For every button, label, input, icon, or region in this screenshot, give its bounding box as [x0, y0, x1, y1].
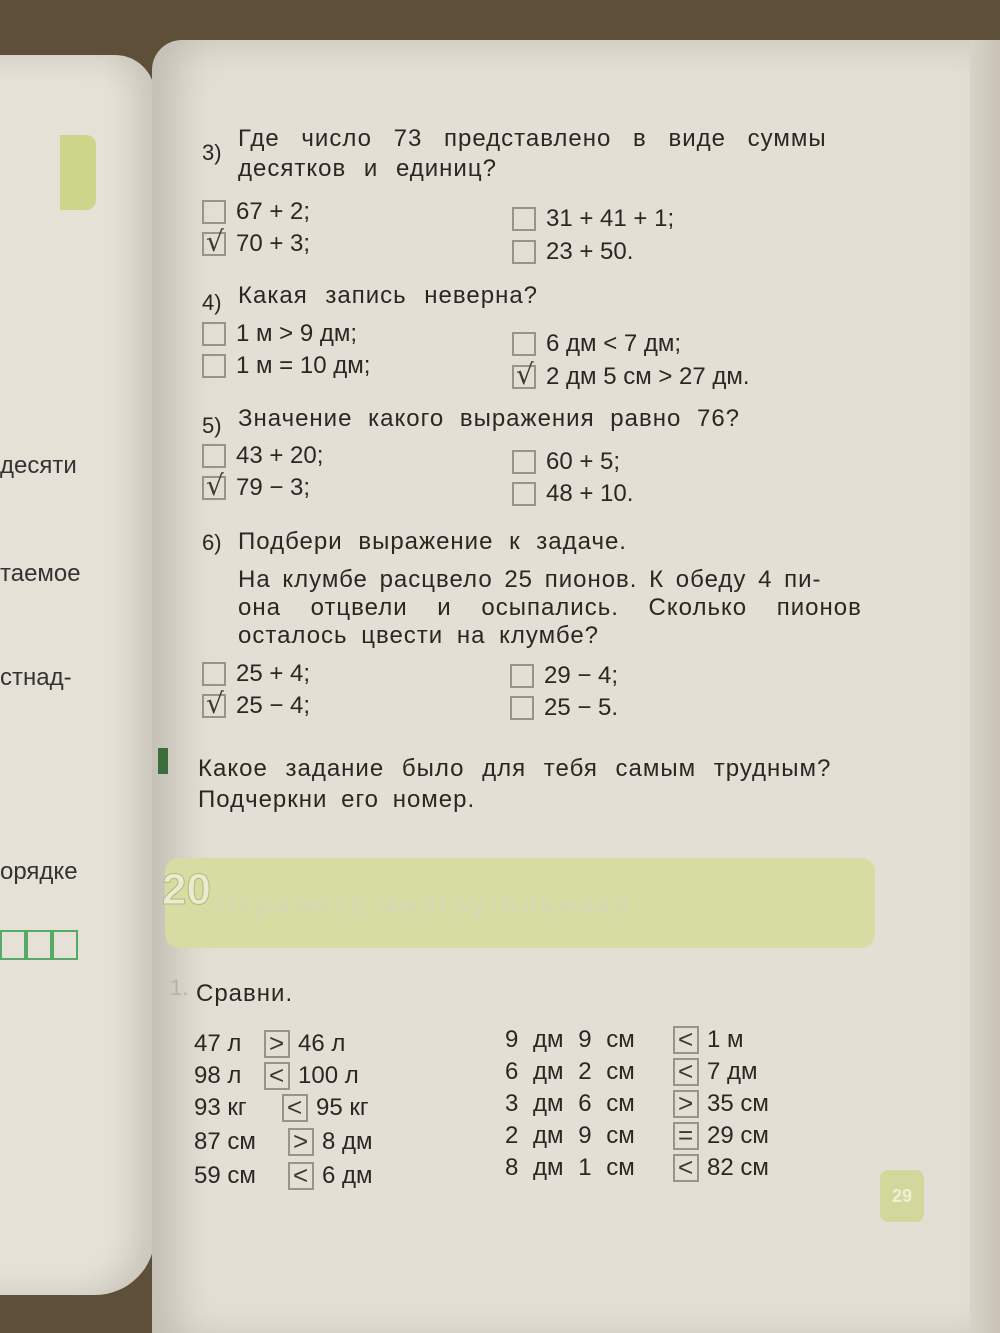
checkbox[interactable] [510, 664, 534, 688]
checkbox[interactable] [512, 450, 536, 474]
task-number: 1. [170, 975, 189, 1000]
question-number: 3) [202, 140, 222, 165]
comparison-box[interactable]: > [288, 1128, 314, 1156]
left-fragment: стнад- [0, 664, 72, 691]
reflection-marker-icon [158, 748, 168, 774]
question-number: 4) [202, 290, 222, 315]
checkbox[interactable] [202, 322, 226, 346]
checkbox[interactable] [202, 662, 226, 686]
question-number: 6) [202, 530, 222, 555]
comparison-row: 9 дм 9 см < 1 м [505, 1024, 744, 1054]
checkbox[interactable] [202, 444, 226, 468]
answer-option[interactable]: 1 м = 10 дм; [202, 352, 370, 380]
answer-option[interactable]: 60 + 5; [512, 448, 620, 476]
checkbox[interactable] [512, 207, 536, 231]
answer-option[interactable]: 6 дм < 7 дм; [512, 330, 681, 358]
question-text: Где число 73 представлено в виде суммы [238, 125, 827, 152]
question-text: Какая запись неверна? [238, 282, 539, 309]
answer-option[interactable]: 29 − 4; [510, 662, 618, 690]
problem-text: На клумбе расцвело 25 пионов. К обеду 4 пи- [238, 566, 822, 593]
lesson-number: 20 [162, 865, 211, 914]
page-edge [970, 40, 1000, 1333]
check-mark-icon: √ [206, 469, 224, 502]
comparison-row: 8 дм 1 см < 82 см [505, 1152, 769, 1182]
checkbox[interactable] [510, 696, 534, 720]
task-title: Сравни. [196, 980, 294, 1007]
left-answer-grid [0, 930, 78, 960]
checkbox-checked[interactable] [202, 687, 226, 720]
checkbox-checked[interactable] [202, 469, 226, 502]
comparison-box[interactable]: < [673, 1154, 699, 1182]
comparison-box[interactable]: > [264, 1030, 290, 1058]
check-mark-icon: √ [206, 225, 224, 258]
answer-option[interactable]: 31 + 41 + 1; [512, 205, 674, 233]
answer-option[interactable]: 1 м > 9 дм; [202, 320, 357, 348]
question-text: Подбери выражение к задаче. [238, 528, 627, 555]
checkbox-checked[interactable] [512, 358, 536, 391]
comparison-row: 98 л < 100 л [194, 1060, 359, 1090]
comparison-box[interactable]: < [264, 1062, 290, 1090]
comparison-row: 3 дм 6 см > 35 см [505, 1088, 769, 1118]
page-number: 29 [880, 1170, 924, 1222]
comparison-box[interactable]: < [282, 1094, 308, 1122]
left-page-band [60, 135, 96, 210]
comparison-row: 87 см > 8 дм [194, 1126, 373, 1156]
answer-option[interactable]: 23 + 50. [512, 238, 633, 266]
comparison-row: 93 кг < 95 кг [194, 1092, 369, 1122]
answer-option[interactable]: √ 25 − 4; [202, 692, 310, 720]
lesson-title: Периметр многоугольника [215, 888, 631, 919]
answer-option[interactable]: 48 + 10. [512, 480, 633, 508]
check-mark-icon: √ [206, 687, 224, 720]
comparison-row: 47 л > 46 л [194, 1028, 346, 1058]
question-number: 5) [202, 413, 222, 438]
checkbox[interactable] [202, 354, 226, 378]
checkbox[interactable] [512, 332, 536, 356]
answer-option[interactable]: 25 + 4; [202, 660, 310, 688]
question-text: десятков и единиц? [238, 155, 497, 182]
answer-option[interactable]: √ 70 + 3; [202, 230, 310, 258]
answer-option[interactable]: 67 + 2; [202, 198, 310, 226]
checkbox-checked[interactable] [202, 225, 226, 258]
comparison-box[interactable]: < [288, 1162, 314, 1190]
comparison-box[interactable]: = [673, 1122, 699, 1150]
check-mark-icon: √ [516, 358, 534, 391]
answer-option[interactable]: 25 − 5. [510, 694, 618, 722]
comparison-box[interactable]: < [673, 1058, 699, 1086]
left-fragment: десяти [0, 452, 77, 479]
comparison-row: 6 дм 2 см < 7 дм [505, 1056, 758, 1086]
reflection-text: Какое задание было для тебя самым трудным? [198, 755, 832, 782]
comparison-row: 59 см < 6 дм [194, 1160, 373, 1190]
checkbox[interactable] [512, 240, 536, 264]
question-text: Значение какого выражения равно 76? [238, 405, 741, 432]
comparison-row: 2 дм 9 см = 29 см [505, 1120, 769, 1150]
checkbox[interactable] [202, 200, 226, 224]
problem-text: она отцвели и осыпались. Сколько пионов [238, 594, 862, 621]
answer-option[interactable]: √ 2 дм 5 см > 27 дм. [512, 363, 750, 391]
left-fragment: таемое [0, 560, 81, 587]
comparison-box[interactable]: < [673, 1026, 699, 1054]
reflection-text: Подчеркни его номер. [198, 786, 476, 813]
left-fragment: орядке [0, 858, 78, 885]
answer-option[interactable]: √ 79 − 3; [202, 474, 310, 502]
problem-text: осталось цвести на клумбе? [238, 622, 600, 649]
answer-option[interactable]: 43 + 20; [202, 442, 323, 470]
checkbox[interactable] [512, 482, 536, 506]
comparison-box[interactable]: > [673, 1090, 699, 1118]
